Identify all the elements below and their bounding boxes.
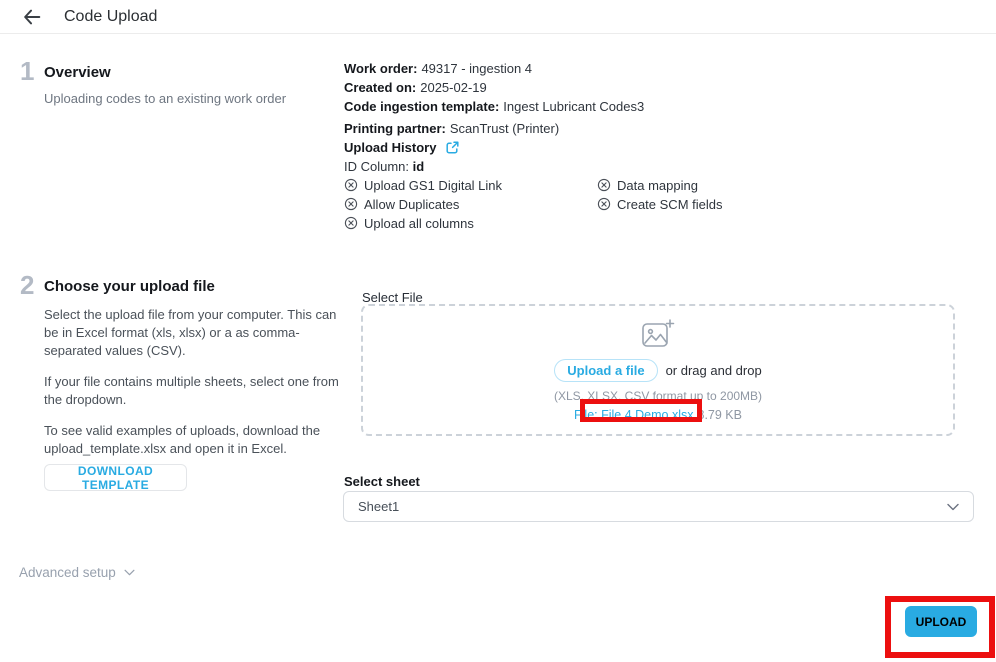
description-paragraph: Select the upload file from your computer. This can be in Excel format (xls, xlsx) or a as comma-separated values (CSV).	[44, 307, 337, 358]
description-paragraph: To see valid examples of uploads, download the upload_template.xlsx and open it in Excel.	[44, 423, 321, 456]
printing-partner-field	[344, 121, 559, 137]
flag-data-mapping	[597, 177, 698, 193]
circled-x-icon	[344, 197, 358, 211]
flag-label: Allow Duplicates	[364, 196, 460, 212]
printing-partner-label: Printing partner:	[344, 121, 446, 136]
circled-x-icon	[597, 197, 611, 211]
upload-history-label: Upload History	[344, 140, 437, 155]
header	[0, 0, 996, 34]
step-2-title: Choose your upload file	[44, 278, 215, 295]
sheet-dropdown-value: Sheet1	[358, 499, 400, 514]
flag-label: Create SCM fields	[617, 196, 723, 212]
step-1-title: Overview	[44, 64, 111, 81]
flag-allow-duplicates	[344, 196, 459, 212]
download-template-button[interactable]: DOWNLOAD TEMPLATE	[44, 464, 187, 491]
drag-drop-text: or drag and drop	[665, 363, 762, 378]
upload-button[interactable]: UPLOAD	[905, 606, 977, 637]
file-dropzone[interactable]	[361, 304, 955, 436]
back-arrow-icon	[21, 6, 43, 28]
step-1-subtitle: Uploading codes to an existing work order	[44, 91, 287, 106]
circled-x-icon	[597, 178, 611, 192]
select-file-label: Select File	[362, 290, 423, 305]
upload-history-link[interactable]	[344, 140, 459, 156]
flag-label: Upload all columns	[364, 215, 474, 231]
ingestion-template-field	[344, 99, 644, 115]
circled-x-icon	[344, 178, 358, 192]
selected-file-link[interactable]: File: File 4 Demo.xlsx	[574, 408, 694, 422]
flag-label: Data mapping	[617, 177, 698, 193]
back-button[interactable]	[20, 5, 44, 29]
ingestion-template-label: Code ingestion template:	[344, 99, 500, 114]
id-column-value: id	[412, 159, 425, 174]
page-title: Code Upload	[64, 7, 158, 25]
step-2-description	[44, 306, 340, 471]
id-column-label: ID Column:	[344, 159, 410, 174]
work-order-field	[344, 61, 532, 77]
advanced-setup-label: Advanced setup	[19, 565, 116, 580]
chevron-down-icon	[124, 569, 135, 576]
external-link-icon	[446, 141, 459, 158]
id-column-field	[344, 159, 424, 175]
sheet-dropdown[interactable]	[343, 491, 974, 522]
step-2-number: 2	[20, 270, 35, 300]
advanced-setup-toggle[interactable]	[19, 565, 135, 580]
step-1-number: 1	[20, 56, 35, 86]
created-on-value: 2025-02-19	[420, 80, 487, 95]
created-on-label: Created on:	[344, 80, 417, 95]
printing-partner-value: ScanTrust (Printer)	[449, 121, 560, 136]
ingestion-template-value: Ingest Lubricant Codes3	[503, 99, 645, 114]
description-paragraph: If your file contains multiple sheets, select one from the dropdown.	[44, 374, 339, 407]
select-sheet-label: Select sheet	[344, 474, 420, 489]
created-on-field	[344, 80, 487, 96]
image-plus-icon	[641, 318, 675, 350]
upload-a-file-button[interactable]: Upload a file	[554, 359, 657, 382]
work-order-label: Work order:	[344, 61, 418, 76]
selected-file-row	[574, 408, 742, 422]
selected-file-size: 8.79 KB	[697, 408, 742, 422]
flag-label: Upload GS1 Digital Link	[364, 177, 503, 193]
flag-upload-gs1	[344, 177, 502, 193]
work-order-value: 49317 - ingestion 4	[421, 61, 533, 76]
format-hint: (XLS, XLSX, CSV format up to 200MB)	[553, 389, 763, 403]
chevron-down-icon	[947, 503, 959, 511]
circled-x-icon	[344, 216, 358, 230]
flag-upload-all-columns	[344, 215, 474, 231]
flag-create-scm-fields	[597, 196, 722, 212]
